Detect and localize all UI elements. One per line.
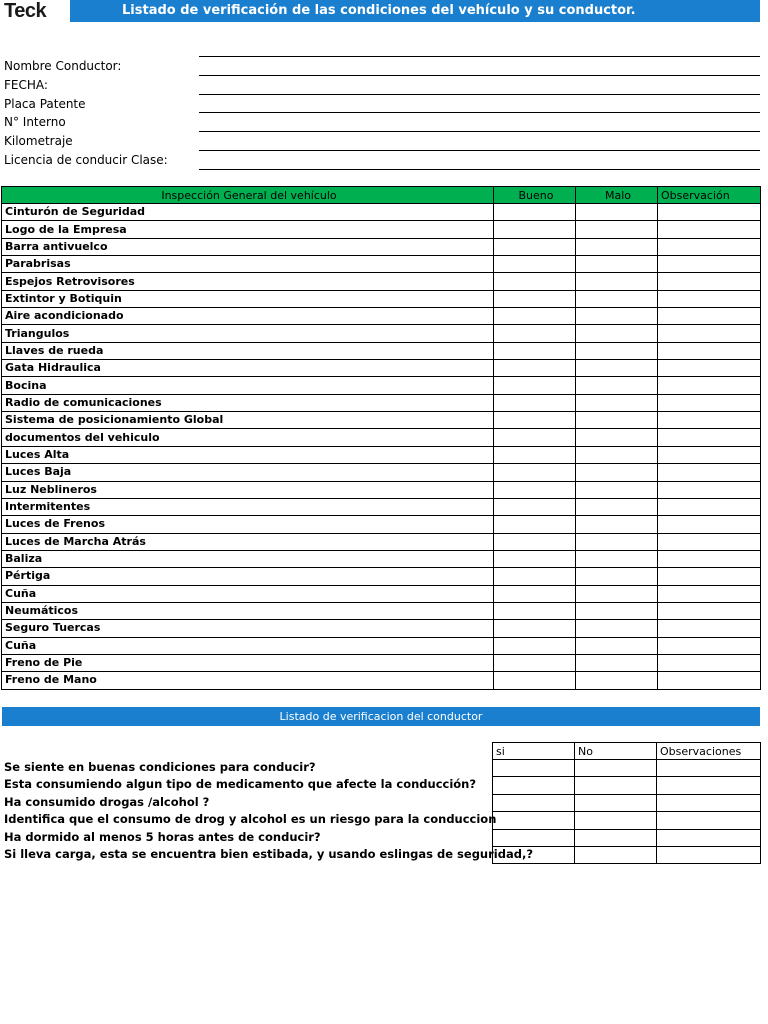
inspection-item-label: Gata Hidraulica: [2, 360, 494, 377]
malo-cell[interactable]: [576, 533, 658, 550]
page-title: Listado de verificación de las condiciones del vehículo y su conductor.: [70, 0, 760, 22]
observacion-cell[interactable]: [658, 654, 761, 671]
si-cell[interactable]: [493, 777, 575, 794]
malo-cell[interactable]: [576, 637, 658, 654]
malo-cell[interactable]: [576, 325, 658, 342]
observacion-cell[interactable]: [658, 568, 761, 585]
table-row: [2, 290, 761, 307]
field-input-line[interactable]: [199, 131, 760, 132]
inspection-item-label: Llaves de rueda: [2, 342, 494, 359]
inspection-item-label: Freno de Pie: [2, 654, 494, 671]
field-label: Kilometraje: [4, 134, 73, 149]
table-row: [2, 481, 761, 498]
observaciones-cell[interactable]: [657, 794, 761, 811]
table-row: [2, 498, 761, 515]
inspection-item-label: Cuña: [2, 585, 494, 602]
table-row: [2, 464, 761, 481]
bueno-cell[interactable]: [494, 464, 576, 481]
no-cell[interactable]: [575, 760, 657, 777]
observacion-cell[interactable]: [658, 585, 761, 602]
driver-question: Esta consumiendo algun tipo de medicamento que afecte la conducción?: [4, 777, 477, 792]
field-label: Placa Patente: [4, 96, 86, 111]
si-cell[interactable]: [493, 846, 575, 863]
table-row: [2, 273, 761, 290]
si-cell[interactable]: [493, 829, 575, 846]
inspection-item-label: Baliza: [2, 550, 494, 567]
observacion-cell[interactable]: [658, 533, 761, 550]
table-row: [2, 394, 761, 411]
bueno-cell[interactable]: [494, 568, 576, 585]
table-row: [493, 777, 761, 794]
si-cell[interactable]: [493, 812, 575, 829]
malo-cell[interactable]: [576, 654, 658, 671]
inspection-item-label: Freno de Mano: [2, 672, 494, 689]
bueno-cell[interactable]: [494, 273, 576, 290]
inspection-item-label: Parabrisas: [2, 256, 494, 273]
table-row: [2, 620, 761, 637]
table-row: [2, 585, 761, 602]
inspection-item-label: Neumáticos: [2, 602, 494, 619]
inspection-item-label: Luz Neblineros: [2, 481, 494, 498]
header-inspection: Inspección General del vehículo: [2, 187, 494, 204]
driver-question: Identifica que el consumo de drog y alcohol es un riesgo para la conduccion: [4, 812, 497, 827]
malo-cell[interactable]: [576, 568, 658, 585]
inspection-item-label: Barra antivuelco: [2, 238, 494, 255]
table-row: [2, 360, 761, 377]
inspection-item-label: Extintor y Botiquin: [2, 290, 494, 307]
field-label: Nombre Conductor:: [4, 59, 122, 73]
table-row: [2, 637, 761, 654]
observacion-cell[interactable]: [658, 308, 761, 325]
table-row: [2, 446, 761, 463]
bueno-cell[interactable]: [494, 290, 576, 307]
inspection-item-label: Luces de Frenos: [2, 516, 494, 533]
inspection-item-label: Aire acondicionado: [2, 308, 494, 325]
malo-cell[interactable]: [576, 221, 658, 238]
table-row: [2, 412, 761, 429]
malo-cell[interactable]: [576, 238, 658, 255]
observacion-cell[interactable]: [658, 602, 761, 619]
bueno-cell[interactable]: [494, 585, 576, 602]
table-row: [493, 846, 761, 863]
inspection-item-label: Radio de comunicaciones: [2, 394, 494, 411]
inspection-item-label: Cinturón de Seguridad: [2, 204, 494, 221]
table-row: [2, 204, 761, 221]
malo-cell[interactable]: [576, 550, 658, 567]
bueno-cell[interactable]: [494, 325, 576, 342]
observaciones-cell[interactable]: [657, 846, 761, 863]
table-row: [2, 516, 761, 533]
table-row: [493, 760, 761, 777]
malo-cell[interactable]: [576, 481, 658, 498]
bueno-cell[interactable]: [494, 620, 576, 637]
header-si: si: [493, 743, 575, 760]
malo-cell[interactable]: [576, 394, 658, 411]
malo-cell[interactable]: [576, 290, 658, 307]
inspection-item-label: Luces Alta: [2, 446, 494, 463]
observaciones-cell[interactable]: [657, 812, 761, 829]
bueno-cell[interactable]: [494, 516, 576, 533]
table-row: [493, 829, 761, 846]
malo-cell[interactable]: [576, 620, 658, 637]
si-cell[interactable]: [493, 760, 575, 777]
inspection-item-label: documentos del vehiculo: [2, 429, 494, 446]
table-row: [493, 794, 761, 811]
table-row: [2, 308, 761, 325]
observacion-cell[interactable]: [658, 446, 761, 463]
malo-cell[interactable]: [576, 412, 658, 429]
bueno-cell[interactable]: [494, 342, 576, 359]
observacion-cell[interactable]: [658, 360, 761, 377]
field-input-line[interactable]: [199, 56, 760, 57]
table-row: [2, 654, 761, 671]
driver-question: Se siente en buenas condiciones para conducir?: [4, 760, 316, 774]
table-row: [2, 342, 761, 359]
inspection-item-label: Seguro Tuercas: [2, 620, 494, 637]
observacion-cell[interactable]: [658, 256, 761, 273]
table-row: [2, 602, 761, 619]
bueno-cell[interactable]: [494, 256, 576, 273]
inspection-item-label: Pértiga: [2, 568, 494, 585]
observacion-cell[interactable]: [658, 550, 761, 567]
field-input-line[interactable]: [199, 75, 760, 76]
table-row: [2, 377, 761, 394]
observacion-cell[interactable]: [658, 637, 761, 654]
bueno-cell[interactable]: [494, 394, 576, 411]
table-row: [2, 256, 761, 273]
table-row: [2, 238, 761, 255]
malo-cell[interactable]: [576, 377, 658, 394]
observacion-cell[interactable]: [658, 394, 761, 411]
observacion-cell[interactable]: [658, 325, 761, 342]
table-row: [2, 429, 761, 446]
malo-cell[interactable]: [576, 498, 658, 515]
no-cell[interactable]: [575, 812, 657, 829]
table-row: [493, 812, 761, 829]
malo-cell[interactable]: [576, 602, 658, 619]
malo-cell[interactable]: [576, 464, 658, 481]
field-input-line[interactable]: [199, 150, 760, 151]
bueno-cell[interactable]: [494, 498, 576, 515]
malo-cell[interactable]: [576, 308, 658, 325]
no-cell[interactable]: [575, 794, 657, 811]
table-row: [2, 221, 761, 238]
table-row: [2, 568, 761, 585]
bueno-cell[interactable]: [494, 238, 576, 255]
no-cell[interactable]: [575, 829, 657, 846]
inspection-item-label: Cuña: [2, 637, 494, 654]
observacion-cell[interactable]: [658, 290, 761, 307]
header-no: No: [575, 743, 657, 760]
inspection-item-label: Espejos Retrovisores: [2, 273, 494, 290]
driver-check-table: [492, 742, 761, 864]
observaciones-cell[interactable]: [657, 760, 761, 777]
observacion-cell[interactable]: [658, 273, 761, 290]
observaciones-cell[interactable]: [657, 829, 761, 846]
inspection-item-label: Luces Baja: [2, 464, 494, 481]
table-row: [2, 672, 761, 689]
no-cell[interactable]: [575, 777, 657, 794]
field-label: FECHA:: [4, 77, 48, 92]
field-input-line[interactable]: [199, 94, 760, 95]
malo-cell[interactable]: [576, 446, 658, 463]
table-row: [2, 325, 761, 342]
observacion-cell[interactable]: [658, 412, 761, 429]
malo-cell[interactable]: [576, 360, 658, 377]
field-input-line[interactable]: [199, 169, 760, 170]
header-bueno: Bueno: [494, 187, 576, 204]
bueno-cell[interactable]: [494, 308, 576, 325]
observacion-cell[interactable]: [658, 620, 761, 637]
field-label: Licencia de conducir Clase:: [4, 153, 168, 167]
observacion-cell[interactable]: [658, 238, 761, 255]
inspection-item-label: Triangulos: [2, 325, 494, 342]
bueno-cell[interactable]: [494, 446, 576, 463]
observacion-cell[interactable]: [658, 672, 761, 689]
bueno-cell[interactable]: [494, 360, 576, 377]
bueno-cell[interactable]: [494, 602, 576, 619]
driver-question: Ha consumido drogas /alcohol ?: [4, 794, 210, 809]
malo-cell[interactable]: [576, 273, 658, 290]
observaciones-cell[interactable]: [657, 777, 761, 794]
observacion-cell[interactable]: [658, 464, 761, 481]
table-row: [2, 550, 761, 567]
header-bar: [0, 0, 760, 22]
bueno-cell[interactable]: [494, 672, 576, 689]
header-observacion: Observación: [658, 187, 761, 204]
malo-cell[interactable]: [576, 256, 658, 273]
malo-cell[interactable]: [576, 585, 658, 602]
inspection-item-label: Intermitentes: [2, 498, 494, 515]
vehicle-inspection-table: [1, 186, 761, 690]
driver-question: Si lleva carga, esta se encuentra bien estibada, y usando eslingas de seguridad,?: [4, 847, 533, 861]
bueno-cell[interactable]: [494, 204, 576, 221]
observacion-cell[interactable]: [658, 342, 761, 359]
bueno-cell[interactable]: [494, 654, 576, 671]
header-malo: Malo: [576, 187, 658, 204]
malo-cell[interactable]: [576, 672, 658, 689]
inspection-item-label: Luces de Marcha Atrás: [2, 533, 494, 550]
field-label: N° Interno: [4, 115, 66, 130]
observacion-cell[interactable]: [658, 221, 761, 238]
malo-cell[interactable]: [576, 516, 658, 533]
bueno-cell[interactable]: [494, 377, 576, 394]
observacion-cell[interactable]: [658, 498, 761, 515]
malo-cell[interactable]: [576, 342, 658, 359]
observacion-cell[interactable]: [658, 516, 761, 533]
header-observaciones: Observaciones: [657, 743, 761, 760]
no-cell[interactable]: [575, 846, 657, 863]
bueno-cell[interactable]: [494, 481, 576, 498]
bueno-cell[interactable]: [494, 533, 576, 550]
observacion-cell[interactable]: [658, 204, 761, 221]
malo-cell[interactable]: [576, 204, 658, 221]
inspection-item-label: Bocina: [2, 377, 494, 394]
driver-section-title: Listado de verificacion del conductor: [2, 707, 760, 726]
inspection-item-label: Sistema de posicionamiento Global: [2, 412, 494, 429]
si-cell[interactable]: [493, 794, 575, 811]
observacion-cell[interactable]: [658, 377, 761, 394]
malo-cell[interactable]: [576, 429, 658, 446]
teck-logo: Teck: [4, 0, 47, 22]
bueno-cell[interactable]: [494, 550, 576, 567]
inspection-item-label: Logo de la Empresa: [2, 221, 494, 238]
bueno-cell[interactable]: [494, 429, 576, 446]
observacion-cell[interactable]: [658, 481, 761, 498]
driver-question: Ha dormido al menos 5 horas antes de conducir?: [4, 829, 321, 844]
observacion-cell[interactable]: [658, 429, 761, 446]
bueno-cell[interactable]: [494, 412, 576, 429]
bueno-cell[interactable]: [494, 637, 576, 654]
field-input-line[interactable]: [199, 112, 760, 113]
bueno-cell[interactable]: [494, 221, 576, 238]
table-row: [2, 533, 761, 550]
